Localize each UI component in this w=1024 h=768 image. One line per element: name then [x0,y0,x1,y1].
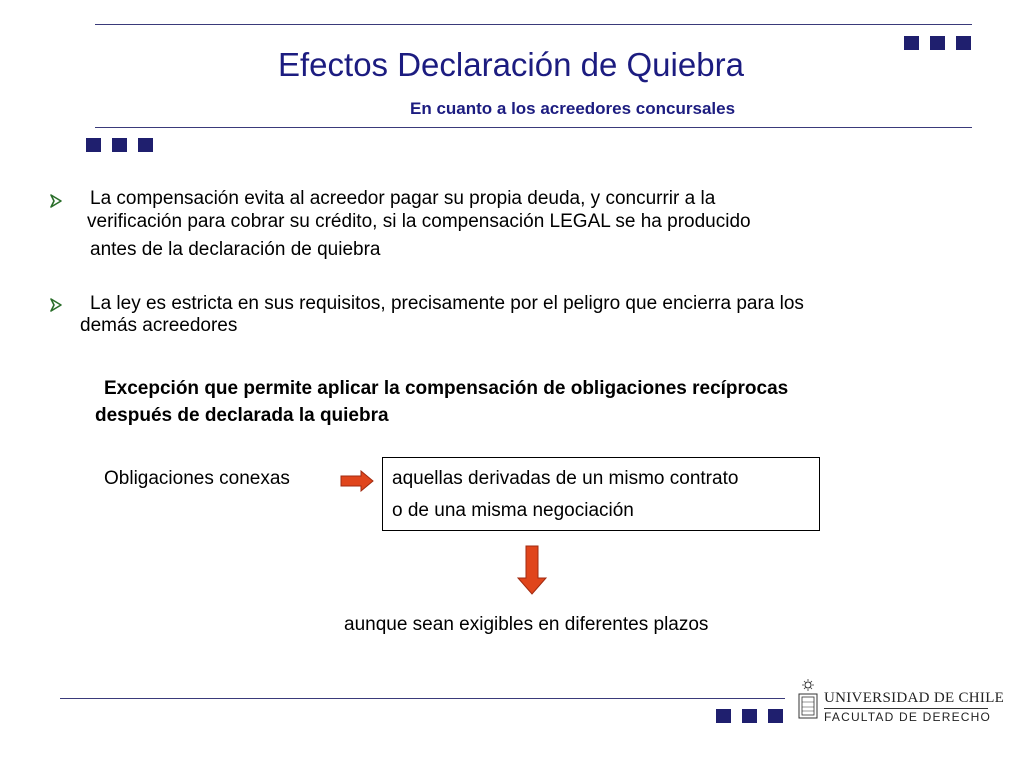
logo-divider [824,708,988,709]
decor-square [904,36,919,50]
decor-square [742,709,757,723]
decor-square [138,138,153,152]
definition-line-1: aquellas derivadas de un mismo contrato [392,468,739,489]
bullet-1-line-2: verificación para cobrar su crédito, si la compensación LEGAL se ha producido [87,211,751,232]
definition-line-2: o de una misma negociación [392,500,634,521]
exception-line-2: después de declarada la quiebra [95,405,389,426]
decor-square [956,36,971,50]
decor-square [112,138,127,152]
footer-rule [60,698,785,699]
conclusion-text: aunque sean exigibles en diferentes plazos [344,614,709,635]
faculty-name: FACULTAD DE DERECHO [824,710,992,724]
decor-square [716,709,731,723]
bullet-1-line-1: La compensación evita al acreedor pagar su propia deuda, y concurrir a la [90,188,716,209]
right-arrow-icon [340,470,374,492]
connexas-label: Obligaciones conexas [104,468,290,489]
down-arrow-icon [517,545,547,595]
university-name: UNIVERSIDAD DE CHILE [824,690,1005,706]
decor-square [768,709,783,723]
arrow-bullet-icon [48,297,64,313]
arrow-bullet-icon [48,193,64,209]
decor-square [86,138,101,152]
title-rule [95,127,972,128]
top-rule [95,24,972,25]
exception-line-1: Excepción que permite aplicar la compensación de obligaciones recíprocas [104,378,789,399]
university-crest-icon [796,678,820,722]
bullet-2-line-1: La ley es estricta en sus requisitos, precisamente por el peligro que encierra para los [90,293,804,314]
decor-square [930,36,945,50]
slide-subtitle: En cuanto a los acreedores concursales [410,99,736,118]
bullet-2-line-2: demás acreedores [80,315,238,336]
slide-title: Efectos Declaración de Quiebra [278,46,744,83]
bullet-1-line-3: antes de la declaración de quiebra [90,239,381,260]
